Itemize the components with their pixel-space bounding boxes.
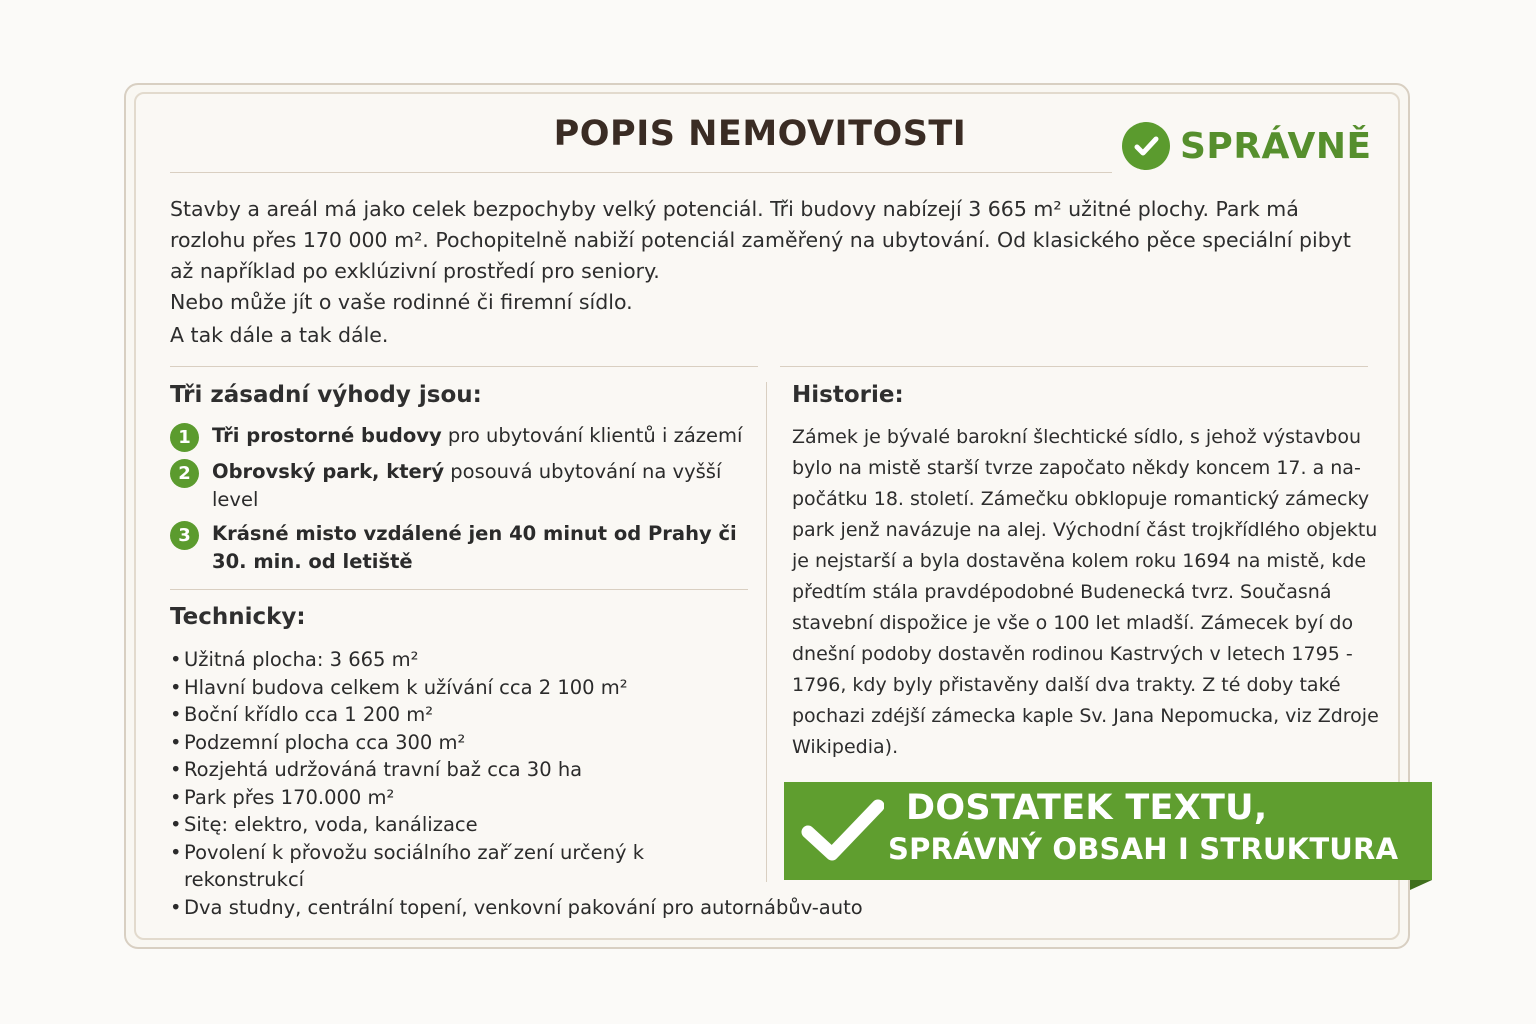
section-divider-right bbox=[780, 366, 1368, 367]
technical-divider bbox=[170, 589, 748, 590]
banner-subtitle: SPRÁVNÝ OBSAH I STRUKTURA bbox=[888, 832, 1399, 866]
list-item bbox=[170, 422, 755, 452]
intro-text bbox=[170, 194, 1380, 351]
page-title: POPIS NEMOVITOSTI bbox=[553, 114, 967, 154]
list-item: • Podzemní plocha cca 300 m² bbox=[170, 729, 930, 757]
section-divider-left bbox=[170, 366, 758, 367]
title-divider bbox=[170, 172, 1112, 173]
advantages-heading: Tři zásadní výhody jsou: bbox=[170, 382, 482, 408]
checkmark-icon bbox=[800, 796, 884, 866]
list-item: • Rozjehtá udržováná travní baž cca 30 ha bbox=[170, 756, 930, 784]
list-item: • Užitná plocha: 3 665 m² bbox=[170, 646, 930, 674]
advantage-bold: Obrovský park, který bbox=[212, 460, 445, 483]
correct-badge bbox=[1122, 122, 1372, 170]
advantage-text bbox=[212, 458, 755, 514]
list-item: • Dva studny, centrální topení, venkovní pakování pro autornábův-auto bbox=[170, 894, 930, 922]
advantage-text bbox=[212, 422, 742, 450]
check-circle-icon bbox=[1122, 122, 1170, 170]
intro-paragraph: Stavby a areál má jako celek bezpochyby velký potenciál. Tři budovy nabízejí 3 665 m² užitné plochy. Park má rozlohu přes 170 000 m². Pochopitelně nabiží potenciál zaměřený na ubytování. Od klasického pěce speciální pibyt až například po exklúzivní prostředí pro seniory. bbox=[170, 197, 1351, 283]
banner-fold bbox=[1410, 880, 1432, 890]
list-item: • Boční křídlo cca 1 200 m² bbox=[170, 701, 930, 729]
list-item: • Sitę: elektro, voda, kanálizace bbox=[170, 811, 930, 839]
banner-title: DOSTATEK TEXTU, bbox=[906, 788, 1268, 828]
list-item bbox=[170, 458, 755, 514]
history-heading: Historie: bbox=[792, 382, 904, 408]
intro-paragraph: A tak dále a tak dále. bbox=[170, 323, 389, 347]
advantages-list bbox=[170, 422, 755, 582]
intro-paragraph: Nebo může jít o vaše rodinné či firemní sídlo. bbox=[170, 290, 633, 314]
list-item: • Povolení k přovožu sociálního zař ́zení určený k rekonstrukcí bbox=[170, 839, 684, 894]
number-badge: 3 bbox=[170, 521, 199, 550]
number-badge: 2 bbox=[170, 459, 199, 488]
technical-heading: Technicky: bbox=[170, 604, 306, 630]
advantage-bold: Tři prostorné budovy bbox=[212, 424, 442, 447]
advantage-text bbox=[212, 520, 755, 576]
advantage-rest: pro ubytování klientů i zázemí bbox=[441, 424, 743, 447]
list-item bbox=[170, 520, 755, 576]
success-banner bbox=[784, 782, 1432, 880]
history-text: Zámek je bývalé barokní šlechtické sídlo, s jehož výstavbou bylo na mistě starší tvrze započato někdy koncem 17. a napočátku 18. století. Zámečku obklopuje romantický zámecky park jenž navázuje na alej. Východní část trojkřídlého objektu je nejstarší a byla dostavěna kolem roku 1694 na mistě, kde předtím stála pravdépodobné Budenecká tvrz. Současná stavební dispožice je vše o 100 let mladší. Zámecek byí do dnešní podoby dostavěn rodinou Kastrvých v letech 1795 - 1796, kdy byly přistavěny další dva trakty. Z té doby také pochazi zdéjší zámecka kaple Sv. Jana Nepomucka, viz Zdroje Wikipedia). bbox=[792, 426, 1379, 758]
badge-label: SPRÁVNĚ bbox=[1180, 125, 1372, 167]
advantage-rest: posouvá ubytování na vyšší level bbox=[212, 460, 722, 511]
number-badge: 1 bbox=[170, 423, 199, 452]
advantage-bold: Krásné misto vzdálené jen 40 minut od Prahy či 30. min. od letiště bbox=[212, 522, 737, 573]
list-item: • Park přes 170.000 m² bbox=[170, 784, 930, 812]
list-item: • Hlavní budova celkem k užívání cca 2 100 m² bbox=[170, 674, 930, 702]
